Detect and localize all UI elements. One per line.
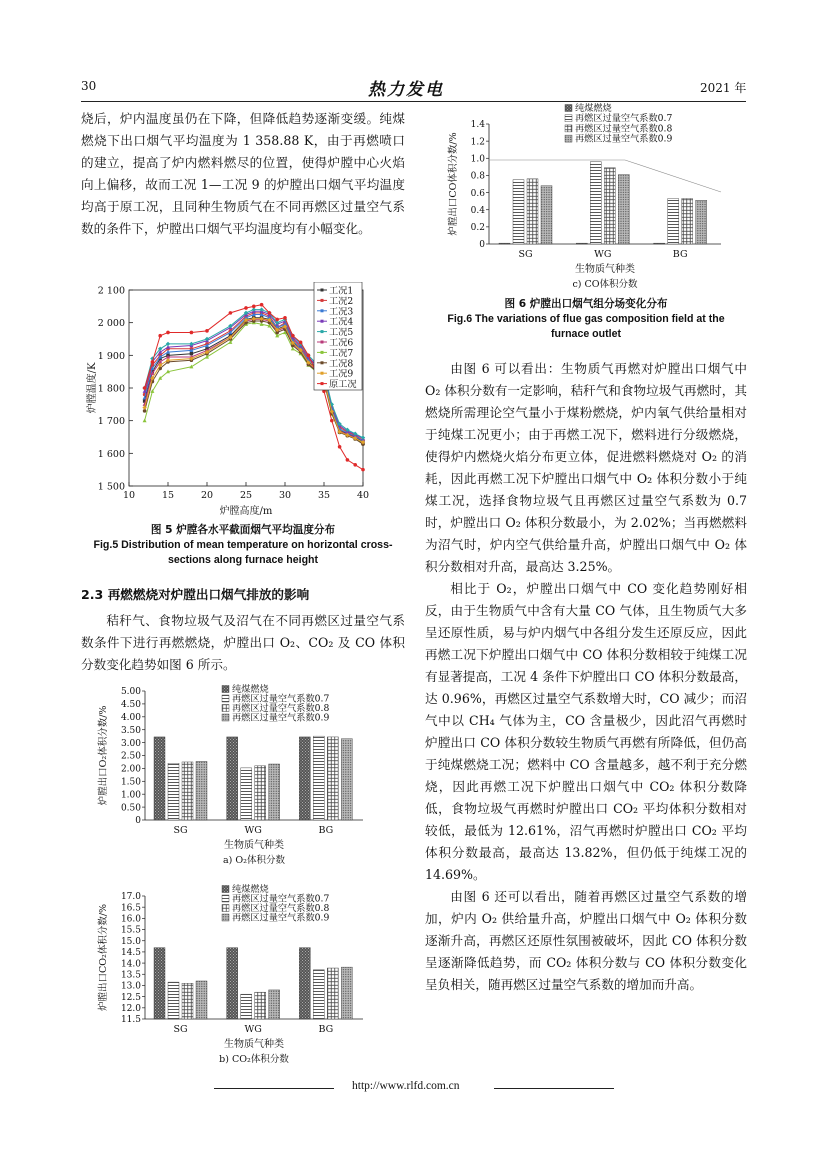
- fig6c-legend-swatch: [565, 105, 572, 112]
- fig6a-category-label: WG: [244, 825, 262, 836]
- footer-rule-left: [214, 1088, 334, 1089]
- fig6b-category-label: WG: [244, 1024, 262, 1035]
- fig6c-legend-label: 再燃区过量空气系数0.8: [575, 123, 673, 135]
- fig6c-bar: [654, 243, 665, 244]
- fig5-point: [190, 331, 194, 335]
- fig6b-ytick-label: 15.5: [120, 925, 141, 936]
- fig6c-bar: [590, 162, 601, 244]
- fig5-xtick-label: 10: [122, 490, 136, 501]
- fig6a-ytick-label: 3.00: [120, 738, 141, 749]
- fig5-xtick-label: 20: [200, 490, 214, 501]
- fig5-legend-label: 工况9: [329, 368, 354, 380]
- left-top-paragraph: 烧后，炉内温度虽仍在下降，但降低趋势逐渐变缓。纯煤燃烧下出口烟气平均温度为 1 358.88 K，由于再燃喷口的建立，提高了炉内燃料燃尽的位置，使得炉膛中心火焰向上偏移，故而工况 1—工况 9 的炉膛出口烟气平均温度均高于原工况，且同种生物质气在不同再燃区过量空气系数的条件下，炉膛出口烟气平均温度均有小幅变化。: [81, 111, 405, 236]
- fig6b-ytick-label: 12.5: [120, 992, 141, 1003]
- fig6a-ytick-label: 1.00: [120, 790, 141, 801]
- fig6a-ytick-label: 4.00: [120, 713, 141, 723]
- fig5-legend-label: 工况4: [329, 316, 354, 328]
- fig6b-bar: [168, 982, 179, 1019]
- fig6c-ytick-label: 0.4: [470, 205, 485, 216]
- fig6b-legend-swatch: [222, 895, 229, 902]
- fig6b-legend-swatch: [222, 914, 229, 921]
- fig6c-legend-swatch: [565, 125, 572, 132]
- fig5-point: [229, 311, 233, 315]
- fig6b-ytick-label: 12.0: [120, 1004, 141, 1015]
- fig6b-subcaption: b) CO₂体积分数: [219, 1054, 289, 1065]
- fig5-legend-label: 原工况: [329, 379, 357, 391]
- fig5-legend-marker: [321, 361, 324, 364]
- fig6b-legend-label: 纯煤燃烧: [232, 884, 269, 895]
- fig6-caption-cn: 图 6 炉膛出口烟气组分场变化分布: [504, 298, 668, 310]
- fig6a-ytick-label: 2.00: [120, 764, 141, 775]
- fig6a-ylabel: 炉膛出口O₂体积分数/%: [98, 705, 109, 806]
- fig6c-legend-swatch: [565, 135, 572, 142]
- fig6b-category-label: BG: [318, 1024, 334, 1035]
- fig5-point: [244, 306, 248, 310]
- fig6a-ytick-label: 0.50: [120, 803, 141, 814]
- fig5-legend-label: 工况7: [329, 347, 354, 359]
- fig5-ytick-label: 1 700: [97, 416, 125, 428]
- fig6c-bar: [682, 199, 693, 244]
- fig5-caption-cn: 图 5 炉膛各水平截面烟气平均温度分布: [150, 524, 336, 536]
- fig5-legend-label: 工况1: [329, 285, 354, 297]
- fig6b-category-label: SG: [173, 1024, 188, 1035]
- fig6a-bar: [327, 737, 338, 820]
- fig6a-chart: [95, 682, 365, 867]
- fig6c-ytick-label: 0: [479, 240, 485, 251]
- fig6a-ytick-label: 0: [135, 816, 141, 827]
- fig5-legend: [314, 282, 362, 390]
- fig5-xtick-label: 25: [239, 490, 253, 501]
- fig5-xlabel: 炉膛高度/m: [219, 506, 273, 517]
- fig5-point: [361, 468, 365, 472]
- fig6a-bar: [196, 761, 207, 820]
- fig6c-bar: [618, 175, 629, 244]
- fig6c-bar: [604, 168, 615, 244]
- fig6c-legend-label: 纯煤燃烧: [575, 103, 612, 114]
- journal-year: 2021 年: [700, 81, 747, 95]
- section-paragraph: 秸秆气、食物垃圾气及沼气在不同再燃区过量空气系数条件下进行再燃燃烧，炉膛出口 O₂、CO₂ 及 CO 体积分数变化趋势如图 6 所示。: [81, 613, 405, 672]
- fig6b-legend-label: 再燃区过量空气系数0.9: [232, 912, 330, 924]
- fig5-point: [158, 334, 162, 338]
- fig6a-bar: [182, 762, 193, 820]
- fig6c-ytick-label: 1.0: [470, 154, 485, 165]
- fig5-point: [307, 354, 311, 358]
- fig5-point: [151, 360, 155, 364]
- fig5-point: [299, 340, 303, 344]
- fig6c-ytick-label: 1.4: [470, 120, 485, 131]
- fig5-point: [283, 316, 287, 320]
- fig5-xtick-label: 15: [161, 490, 175, 501]
- fig5-legend-marker: [321, 309, 324, 312]
- page-number: 30: [81, 79, 97, 93]
- fig6c-bar: [668, 199, 679, 244]
- fig6a-bar: [241, 768, 252, 820]
- fig6b-bar: [182, 983, 193, 1019]
- fig5-ytick-label: 1 600: [97, 448, 125, 460]
- fig6b-ytick-label: 11.5: [120, 1015, 141, 1026]
- fig5-legend-label: 工况2: [329, 295, 354, 307]
- fig6b-ytick-label: 13.0: [120, 981, 141, 992]
- fig6c-ytick-label: 0.6: [470, 188, 485, 199]
- fig6b-ytick-label: 13.5: [120, 970, 141, 981]
- fig5-ytick-label: 1 900: [97, 350, 125, 362]
- fig6a-bar: [255, 766, 266, 820]
- fig6a-legend-swatch: [222, 686, 229, 693]
- fig6b-ytick-label: 16.5: [120, 903, 141, 914]
- fig5-point: [252, 305, 256, 309]
- fig5-legend-marker: [321, 330, 324, 333]
- fig5-point: [166, 331, 170, 335]
- fig6a-ytick-label: 5.00: [120, 687, 141, 698]
- fig5-caption: [81, 523, 405, 568]
- fig6a-xlabel: 生物质气种类: [224, 840, 284, 851]
- fig5-ytick-label: 2 000: [97, 318, 125, 330]
- fig6c-legend-label: 再燃区过量空气系数0.9: [575, 133, 673, 145]
- fig6c-bar: [541, 186, 552, 244]
- fig6c-ytick-label: 0.8: [470, 171, 485, 182]
- fig5-ytick-label: 1 500: [97, 481, 125, 493]
- fig6c-ylabel: 炉膛出口CO体积分数/%: [448, 132, 459, 236]
- fig6c-bar: [576, 243, 587, 244]
- fig6a-legend-label: 再燃区过量空气系数0.8: [232, 703, 330, 714]
- fig6a-ytick-label: 1.50: [120, 777, 141, 788]
- fig5-point: [291, 334, 295, 338]
- fig6b-bar: [299, 948, 310, 1019]
- fig6a-bar: [269, 764, 280, 820]
- fig6-caption: [425, 297, 747, 342]
- fig6b-ytick-label: 15.0: [120, 936, 141, 947]
- fig6c-category-label: BG: [672, 249, 688, 260]
- fig6a-legend-label: 纯煤燃烧: [232, 684, 269, 695]
- fig6a-ytick-label: 4.50: [120, 700, 141, 711]
- fig6c-chart: [447, 100, 737, 292]
- fig6b-legend-label: 再燃区过量空气系数0.7: [232, 893, 330, 905]
- fig6b-bar: [313, 970, 324, 1019]
- fig5-point: [338, 445, 342, 449]
- fig6c-legend: [565, 102, 672, 145]
- fig5-ytick-label: 2 100: [97, 285, 125, 297]
- fig6b-bar: [255, 992, 266, 1019]
- section-heading: 2.3 再燃燃烧对炉膛出口烟气排放的影响: [81, 587, 310, 602]
- right-text-column: [425, 358, 747, 996]
- fig5-legend-marker: [321, 289, 324, 292]
- fig5-point: [260, 303, 264, 307]
- fig6a-legend-label: 再燃区过量空气系数0.7: [232, 693, 330, 705]
- fig5-point: [346, 458, 350, 462]
- fig5-caption-en: Fig.5 Distribution of mean temperature on horizontal cross-sections along furnace height: [93, 539, 393, 566]
- fig6b-bar: [227, 948, 238, 1019]
- fig6c-legend-swatch: [565, 115, 572, 122]
- fig5-point: [205, 329, 209, 333]
- fig6c-category-label: WG: [594, 249, 612, 260]
- fig6a-legend-swatch: [222, 695, 229, 702]
- fig5-chart: [81, 282, 411, 520]
- fig6b-ytick-label: 14.0: [120, 959, 141, 970]
- fig6c-bar: [696, 200, 707, 244]
- fig6a-legend-label: 再燃区过量空气系数0.9: [232, 712, 330, 724]
- fig5-legend-label: 工况3: [329, 306, 354, 318]
- fig6b-legend-swatch: [222, 886, 229, 893]
- fig6b-ytick-label: 14.5: [120, 948, 141, 959]
- fig5-xtick-label: 30: [278, 490, 292, 501]
- fig6a-legend-swatch: [222, 705, 229, 712]
- fig5-legend-marker: [321, 320, 324, 323]
- right-paragraph-3: 由图 6 还可以看出，随着再燃区过量空气系数的增加，炉内 O₂ 供给量升高，炉膛出口烟气中 O₂ 体积分数逐渐升高，再燃区还原性氛围被破坏，因此 CO 体积分数呈逐渐降低趋势，而 CO₂ 体积分数与 CO 体积分数变化呈负相关，随再燃区过量空气系数的增加而升高。: [425, 889, 747, 992]
- fig6b-legend: [222, 883, 329, 924]
- fig6a-category-label: BG: [318, 825, 334, 836]
- right-paragraph-1: 由图 6 可以看出：生物质气再燃对炉膛出口烟气中 O₂ 体积分数有一定影响，秸秆气和食物垃圾气再燃时，其燃烧所需理论空气量小于煤粉燃烧，炉内氧气供给量相对于纯煤工况更小；由于再燃工况下，燃料进行分级燃烧，使得炉内燃烧火焰分布更立体，促进燃料燃烧对 O₂ 的消耗，因此再燃工况下炉膛出口烟气中 O₂ 体积分数小于纯煤工况，选择食物垃圾气且再燃区过量空气系数为 0.7 时，炉膛出口 O₂ 体积分数最小，为 2.02%；当再燃燃料为沼气时，炉内空气供给量升高，炉膛出口烟气中 O₂ 体积分数相对升高，最高达 3.25%。: [425, 361, 747, 574]
- fig6a-bar: [227, 737, 238, 820]
- fig5-legend-marker: [321, 382, 324, 385]
- fig6b-bar: [154, 948, 165, 1019]
- fig5-point: [205, 337, 209, 341]
- fig5-xtick-label: 35: [317, 490, 331, 501]
- fig5-point: [143, 386, 147, 390]
- fig6c-category-label: SG: [518, 249, 533, 260]
- fig6b-ytick-label: 17.0: [120, 892, 141, 903]
- fig6a-legend: [222, 683, 329, 724]
- fig5-xtick-label: 40: [356, 490, 370, 501]
- fig6a-subcaption: a) O₂体积分数: [223, 855, 285, 866]
- fig6a-ytick-label: 2.50: [120, 751, 141, 762]
- fig5-legend-marker: [321, 341, 324, 344]
- fig6b-chart: [95, 882, 365, 1065]
- fig5-point: [275, 318, 279, 322]
- fig6a-category-label: SG: [173, 825, 188, 836]
- fig6b-bar: [241, 994, 252, 1019]
- fig6b-ytick-label: 16.0: [120, 914, 141, 925]
- fig5-ylabel: 炉膛温度/K: [87, 362, 98, 414]
- fig6a-legend-swatch: [222, 714, 229, 721]
- fig6b-ylabel: 炉膛出口CO₂体积分数/%: [98, 903, 109, 1012]
- fig6a-bar: [341, 739, 352, 820]
- fig5-point: [143, 418, 147, 422]
- fig6a-bar: [313, 736, 324, 820]
- fig6c-subcaption: c) CO体积分数: [572, 279, 638, 290]
- right-paragraph-2: 相比于 O₂，炉膛出口烟气中 CO 变化趋势刚好相反，由于生物质气中含有大量 CO 气体，且生物质气大多呈还原性质，易与炉内烟气中各组分发生还原反应，因此再燃工况下炉膛出口烟气中 CO 体积分数相较于纯煤工况有显著提高，工况 4 条件下炉膛出口 CO 体积分数最高，达 0.96%，再燃区过量空气系数增大时，CO 减少；而沼气中以 CH₄ 气体为主，CO 含量极少，因此沼气再燃时炉膛出口 CO 体积分数较生物质气再燃有所降低，但仍高于纯煤燃烧工况；燃料中 CO 含量越多，越不利于充分燃烧，因此再燃工况下炉膛出口烟气中 CO₂ 体积分数降低，食物垃圾气再燃时炉膛出口 CO₂ 平均体积分数相对较低，最低为 12.61%，沼气再燃时炉膛出口 CO₂ 平均体积分数最高，最高达 13.82%，但仍低于纯煤工况的 14.69%。: [425, 581, 747, 882]
- fig6b-legend-label: 再燃区过量空气系数0.8: [232, 903, 330, 914]
- fig6c-xlabel: 生物质气种类: [575, 264, 635, 275]
- fig5-legend-label: 工况6: [329, 337, 354, 349]
- fig6b-bar: [327, 968, 338, 1019]
- fig6b-bar: [269, 990, 280, 1019]
- fig6a-bar: [299, 737, 310, 820]
- fig6b-legend-swatch: [222, 905, 229, 912]
- fig5-ytick-label: 1 800: [97, 383, 125, 395]
- fig6c-ytick-label: 0.2: [470, 223, 485, 234]
- fig6b-bar: [196, 981, 207, 1019]
- fig6-caption-en: Fig.6 The variations of flue gas composition field at the furnace outlet: [447, 313, 725, 340]
- fig6a-bar: [168, 763, 179, 820]
- fig5-point: [268, 311, 272, 315]
- fig5-legend-marker: [321, 351, 324, 354]
- fig6a-bar: [154, 737, 165, 820]
- fig6a-ytick-label: 3.50: [120, 725, 141, 736]
- footer-rule-right: [494, 1088, 614, 1089]
- fig6c-bar: [513, 180, 524, 244]
- fig6c-bar: [527, 179, 538, 244]
- fig5-legend-label: 工况5: [329, 327, 354, 339]
- fig5-point: [330, 419, 334, 423]
- footer-url: http://www.rlfd.com.cn: [352, 1080, 460, 1092]
- fig5-legend-marker: [321, 372, 324, 375]
- journal-title: 热力发电: [368, 80, 444, 100]
- fig6b-xlabel: 生物质气种类: [224, 1039, 284, 1050]
- fig5-point: [353, 463, 357, 467]
- fig5-legend-marker: [321, 299, 324, 302]
- fig6c-ytick-label: 1.2: [470, 137, 485, 148]
- fig6b-bar: [341, 967, 352, 1019]
- fig6c-bar: [499, 243, 510, 244]
- fig6c-legend-label: 再燃区过量空气系数0.7: [575, 113, 673, 125]
- fig5-legend-label: 工况8: [329, 358, 354, 370]
